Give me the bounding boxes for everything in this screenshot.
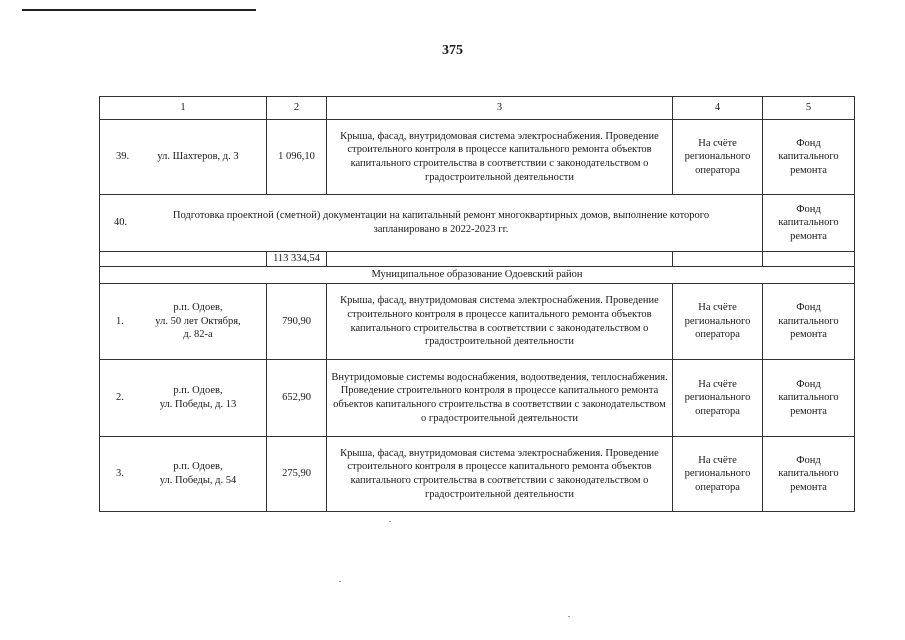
row-number: 2.	[116, 392, 124, 404]
address-line: ул. 50 лет Октября,	[155, 315, 241, 327]
row-account: На счёте регионального оператора	[673, 437, 763, 512]
row-source: Фонд капитального ремонта	[763, 360, 855, 437]
row-area: 275,90	[267, 437, 327, 512]
scan-speck	[389, 521, 391, 522]
row-number-address-cell	[100, 437, 267, 512]
row-40-cell	[100, 195, 763, 252]
row-source: Фонд капитального ремонта	[763, 195, 855, 252]
row-number: 40.	[114, 217, 128, 229]
table-row	[100, 120, 855, 195]
total-empty-cell	[763, 252, 855, 267]
section-title: Муниципальное образование Одоевский район	[100, 267, 855, 284]
row-work: Внутридомовые системы водоснабжения, водоотведения, теплоснабжения. Проведение строительного контроля в процессе капитального ремонта объектов капитального строительства в соответствии с законодательством о градостроительной деятельности	[327, 360, 673, 437]
table-row	[100, 360, 855, 437]
total-row	[100, 252, 855, 267]
address-line: р.п. Одоев,	[173, 385, 223, 397]
scan-speck	[339, 581, 341, 582]
row-area: 790,90	[267, 284, 327, 360]
row-40-text: Подготовка проектной (сметной) документации на капитальный ремонт многоквартирных домов, выполнение которого запланировано в 2022-2023 гг.	[172, 210, 710, 235]
row-number-address-cell	[100, 284, 267, 360]
address-line: ул. Победы, д. 54	[159, 475, 237, 486]
scan-speck	[568, 616, 570, 617]
total-area: 113 334,54	[267, 252, 327, 267]
row-work: Крыша, фасад, внутридомовая система электроснабжения. Проведение строительного контроля в процессе капитального ремонта объектов капитального строительства в соответствии с законодательством о градостроительной деятельности	[327, 437, 673, 512]
address-line: р.п. Одоев,	[173, 461, 223, 473]
header-col-3: 3	[327, 97, 673, 120]
table-row	[100, 284, 855, 360]
row-area: 1 096,10	[267, 120, 327, 195]
row-address	[103, 301, 263, 342]
row-number-address-cell	[100, 360, 267, 437]
total-empty-cell	[327, 252, 673, 267]
table-row	[100, 437, 855, 512]
address-line: д. 82-а	[183, 329, 213, 341]
row-number-address-cell	[100, 120, 267, 195]
row-account: На счёте регионального оператора	[673, 360, 763, 437]
table-row	[100, 195, 855, 252]
row-source: Фонд капитального ремонта	[763, 284, 855, 360]
row-work: Крыша, фасад, внутридомовая система электроснабжения. Проведение строительного контроля в процессе капитального ремонта объектов капитального строительства в соответствии с законодательством о градостроительной деятельности	[327, 120, 673, 195]
row-number: 1.	[116, 315, 124, 327]
header-col-5: 5	[763, 97, 855, 120]
row-account: На счёте регионального оператора	[673, 120, 763, 195]
total-empty-cell	[100, 252, 267, 267]
header-col-4: 4	[673, 97, 763, 120]
address-line: р.п. Одоев,	[173, 302, 223, 314]
row-area: 652,90	[267, 360, 327, 437]
row-address	[103, 384, 263, 411]
top-rule	[22, 9, 256, 11]
row-number: 39.	[116, 151, 130, 163]
row-address	[103, 460, 263, 487]
row-number: 3.	[116, 468, 124, 480]
row-source: Фонд капитального ремонта	[763, 120, 855, 195]
row-source: Фонд капитального ремонта	[763, 437, 855, 512]
section-row	[100, 267, 855, 284]
page-number: 375	[442, 43, 463, 58]
repair-program-table	[99, 96, 855, 512]
total-empty-cell	[673, 252, 763, 267]
header-col-2: 2	[267, 97, 327, 120]
row-address: ул. Шахтеров, д. 3	[157, 151, 239, 163]
header-col-1: 1	[100, 97, 267, 120]
row-account: На счёте регионального оператора	[673, 284, 763, 360]
address-line: ул. Победы, д. 13	[159, 399, 237, 410]
row-work: Крыша, фасад, внутридомовая система электроснабжения. Проведение строительного контроля в процессе капитального ремонта объектов капитального строительства в соответствии с законодательством о градостроительной деятельности	[327, 284, 673, 360]
table-header-row	[100, 97, 855, 120]
